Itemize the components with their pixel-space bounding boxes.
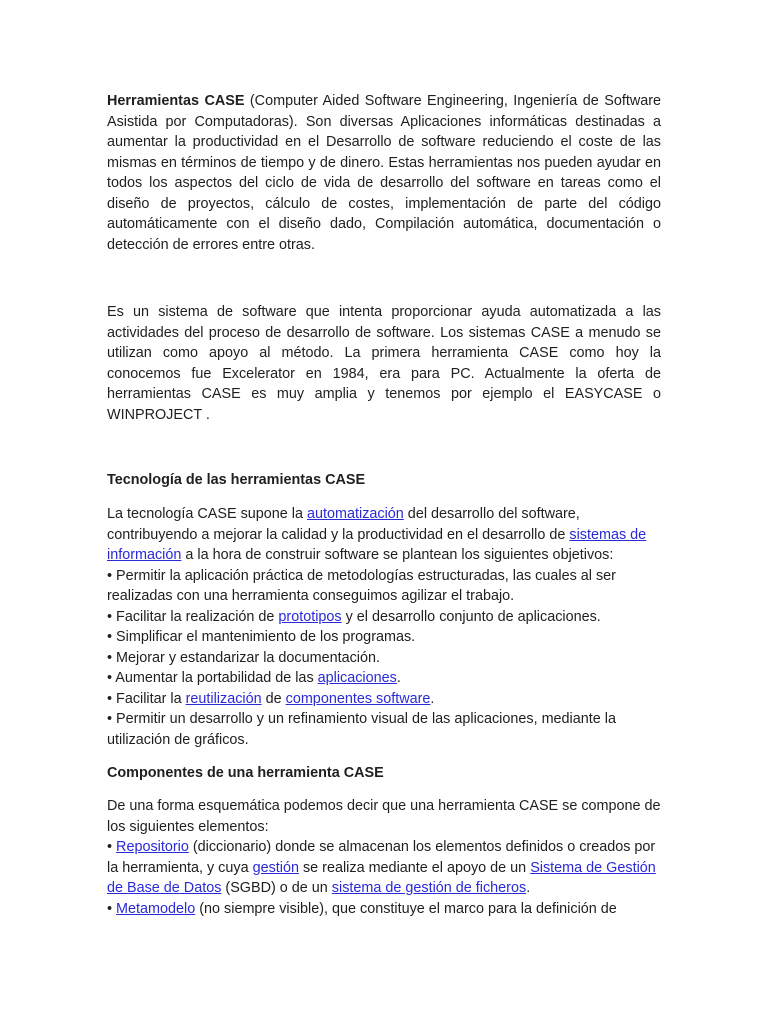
section-heading-componentes: Componentes de una herramienta CASE [107, 765, 384, 781]
link-metamodelo[interactable]: Metamodelo [116, 900, 196, 917]
link-aplicaciones[interactable]: aplicaciones [317, 670, 397, 686]
link-repositorio[interactable]: Repositorio [116, 839, 189, 855]
list-item: • Permitir la aplicación práctica de metodologías estructuradas, las cuales al ser realizadas con una herramienta conseguimos agilizar el trabajo. [107, 567, 616, 604]
section-heading-tecnologia: Tecnología de las herramientas CASE [107, 472, 366, 488]
section-tecnologia-body [107, 504, 661, 750]
list-item: • Metamodelo (no siempre visible), que constituye el marco para la definición de [107, 900, 617, 917]
link-sgbd[interactable]: Sistema de Gestión de Base de Datos [107, 859, 656, 896]
list-item: • Facilitar la realización de prototipos y el desarrollo conjunto de aplicaciones. [107, 608, 601, 625]
section-tecnologia-intro: La tecnología CASE supone la automatización del desarrollo del software, contribuyendo a mejorar la calidad y la productividad en el desarrollo de sistemas de información a la hora de construir software se plantean los siguientes objetivos: [107, 506, 647, 563]
link-automatizacion[interactable]: automatización [307, 506, 404, 522]
list-item: • Permitir un desarrollo y un refinamiento visual de las aplicaciones, mediante la utilización de gráficos. [107, 711, 616, 748]
link-prototipos[interactable]: prototipos [278, 608, 342, 625]
second-paragraph: Es un sistema de software que intenta proporcionar ayuda automatizada a las actividades del proceso de desarrollo de software. Los sistemas CASE a menudo se utilizan como apoyo al método. La primera herramienta CASE como hoy la conocemos fue Excelerator en 1984, era para PC. Actualmente la oferta de herramientas CASE es muy amplia y tenemos por ejemplo el EASYCASE o WINPROJECT . [107, 304, 661, 423]
list-item: • Simplificar el mantenimiento de los programas. [107, 629, 416, 645]
list-item: • Aumentar la portabilidad de las aplicaciones. [107, 670, 401, 686]
section-componentes-intro: De una forma esquemática podemos decir que una herramienta CASE se compone de los siguientes elementos: [107, 798, 661, 835]
link-sistemas-de-informacion[interactable]: sistemas de información [107, 526, 647, 563]
intro-term: Herramientas CASE [107, 93, 245, 109]
link-gestion[interactable]: gestión [252, 859, 299, 876]
list-item: • Repositorio (diccionario) donde se almacenan los elementos definidos o creados por la herramienta, y cuya gestión se realiza mediante el apoyo de un Sistema de Gestión de Base de Datos (SGBD) o de un sistema de gestión de ficheros. [107, 839, 656, 896]
intro-text: (Computer Aided Software Engineering, Ingeniería de Software Asistida por Computadoras). Son diversas Aplicaciones informáticas destinadas a aumentar la productividad en el Desarrollo de software reduciendo el coste de las mismas en términos de tiempo y de dinero. Estas herramientas nos pueden ayudar en todos los aspectos del ciclo de vida de desarrollo del software en tareas como el diseño de proyectos, cálculo de costes, implementación de parte del código automáticamente con el diseño dado, Compilación automática, documentación o detección de errores entre otras. [107, 93, 662, 253]
link-componentes-software[interactable]: componentes software [285, 690, 431, 707]
link-reutilizacion[interactable]: reutilización [185, 690, 262, 707]
list-item: • Facilitar la reutilización de componentes software. [107, 690, 435, 707]
section-componentes-body [107, 796, 661, 919]
link-sistema-gestion-ficheros[interactable]: sistema de gestión de ficheros [331, 880, 527, 896]
list-item: • Mejorar y estandarizar la documentación. [107, 649, 380, 666]
intro-paragraph [107, 91, 661, 255]
